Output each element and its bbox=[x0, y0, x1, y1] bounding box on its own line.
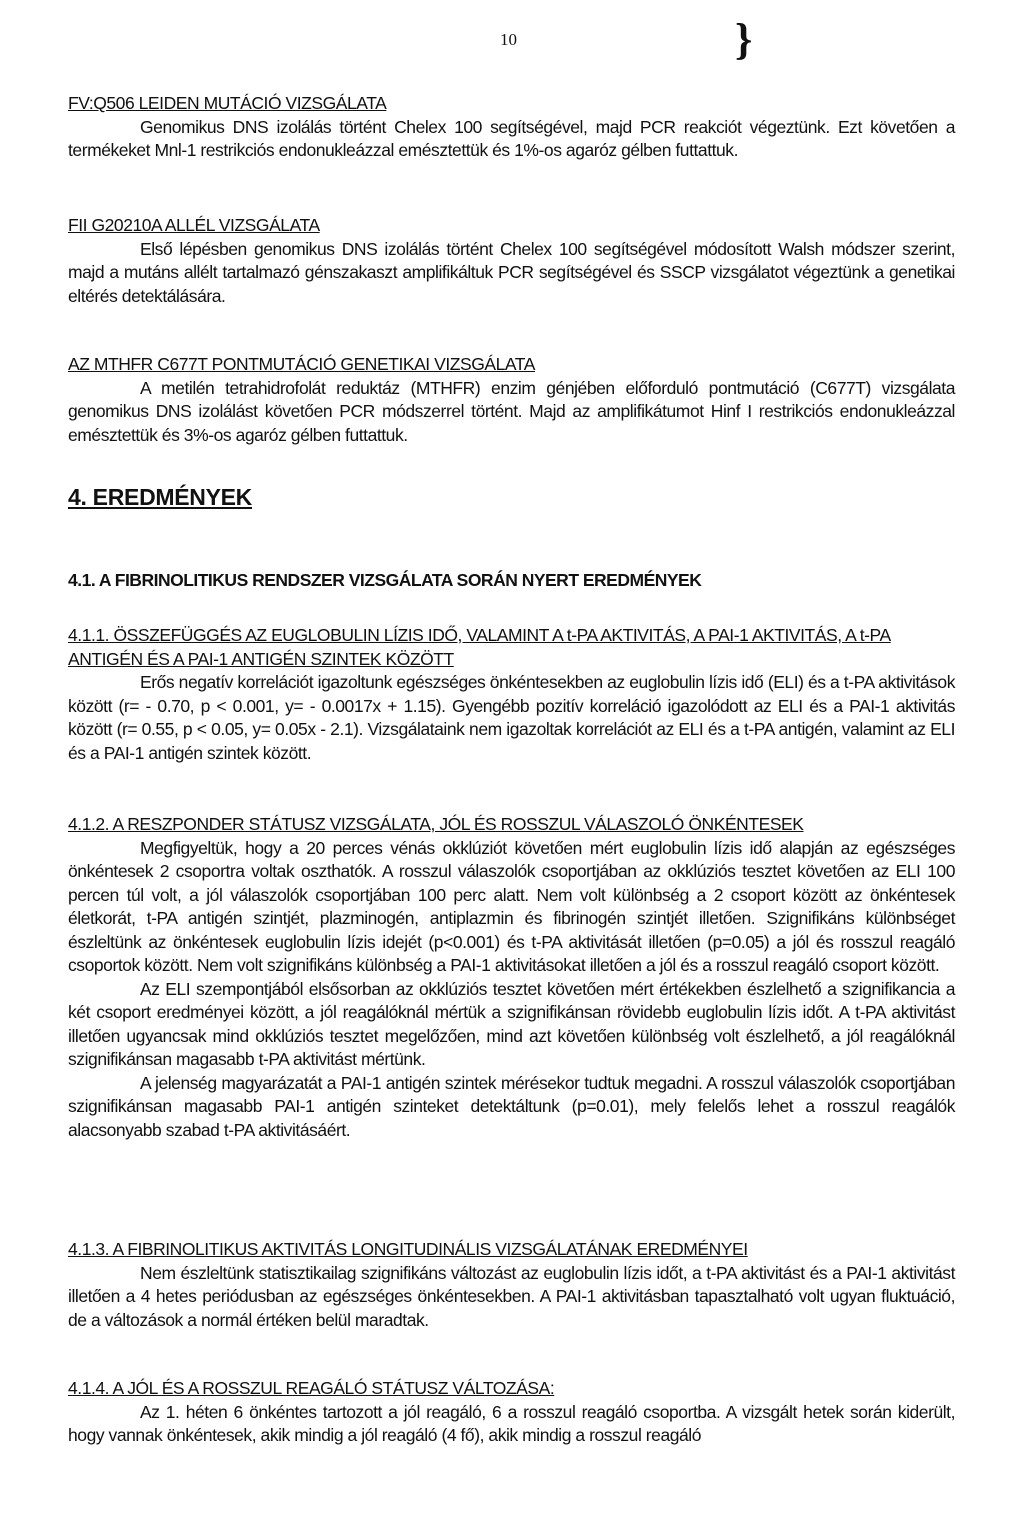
section-4-1-2 bbox=[68, 813, 955, 1142]
section-mthfr bbox=[68, 353, 955, 447]
paragraph-fii: Első lépésben genomikus DNS izolálás történt Chelex 100 segítségével módosított Walsh módszer szerint, majd a mutáns allélt tartalmazó génszakaszt amplifikáltuk PCR segítségével és SSCP vizsgálatot végeztünk a genetikai eltérés detektálására. bbox=[68, 238, 955, 306]
page-number: 10 bbox=[500, 30, 517, 49]
paragraph-4-1-2-c: A jelenség magyarázatát a PAI-1 antigén szintek mérésekor tudtuk megadni. A rosszul válaszolók csoportjában szignifikánsan magasabb PAI-1 antigén szinteket detektáltunk (p=0.01), mely felelős lehet a rosszul reagálók alacsonyabb szabad t-PA aktivitásáért. bbox=[68, 1072, 955, 1140]
paragraph-4-1-1: Erős negatív korrelációt igazoltunk egészséges önkéntesekben az euglobulin lízis idő (ELI) és a t-PA aktivitások között (r= - 0.70, p < 0.001, y= - 0.0017x + 1.15). Gyengébb pozitív korreláció igazolódott az ELI és a PAI-1 aktivitás között (r= 0.55, p < 0.05, y= 0.05x - 2.1). Vizsgálataink nem igazoltak korrelációt az ELI és a t-PA antigén, valamint az ELI és a PAI-1 antigén szintek között. bbox=[68, 672, 955, 763]
section-4-1-4 bbox=[68, 1377, 955, 1448]
section-title-4-1-4: 4.1.4. A JÓL ÉS A ROSSZUL REAGÁLÓ STÁTUSZ VÁLTOZÁSA: bbox=[68, 1378, 555, 1398]
paragraph-4-1-2-a: Megfigyeltük, hogy a 20 perces vénás okklúziót követően mért euglobulin lízis idő alapján az egészséges önkéntesek 2 csoportra voltak oszthatók. A rosszul válaszolók csoportjában az okklúziós tesztet követően az ELI 100 percen túl volt, a jól válaszolók csoportjában 100 perc alatt. Nem volt különbség a 2 csoport között az önkéntesek életkorát, t-PA antigén szintjét, plazminogén, antiplazmin és fibrinogén szintjét illetően. Szignifikáns különbséget észleltünk az önkéntesek euglobulin lízis idejét (p<0.001) és t-PA aktivitását illetően (p=0.05) a jól és rosszul reagáló csoportok között. Nem volt szignifikáns különbség a PAI-1 aktivitásokat illetően a jól és a rosszul reagáló csoport között. bbox=[68, 837, 955, 975]
paragraph-4-1-4: Az 1. héten 6 önkéntes tartozott a jól reagáló, 6 a rosszul reagáló csoportba. A vizsgált hetek során kiderült, hogy vannak önkéntesek, akik mindig a jól reagáló (4 fő), akik mindig a rosszul reagáló bbox=[68, 1401, 955, 1445]
section-fii bbox=[68, 214, 955, 308]
section-title-fii: FII G20210A ALLÉL VIZSGÁLATA bbox=[68, 215, 320, 235]
section-title-4-1-2: 4.1.2. A RESZPONDER STÁTUSZ VIZSGÁLATA, JÓL ÉS ROSSZUL VÁLASZOLÓ ÖNKÉNTESEK bbox=[68, 814, 804, 834]
subchapter-title: 4.1. A FIBRINOLITIKUS RENDSZER VIZSGÁLATA SORÁN NYERT EREDMÉNYEK bbox=[68, 570, 702, 590]
section-title-4-1-3: 4.1.3. A FIBRINOLITIKUS AKTIVITÁS LONGITUDINÁLIS VIZSGÁLATÁNAK EREDMÉNYEI bbox=[68, 1239, 748, 1259]
section-fv bbox=[68, 92, 955, 163]
paragraph-fv: Genomikus DNS izolálás történt Chelex 100 segítségével, majd PCR reakciót végeztünk. Ezt követően a termékeket Mnl-1 restrikciós endonukleázzal emésztettük és 1%-os agaróz gélben futtattuk. bbox=[68, 116, 955, 160]
section-title-fv: FV:Q506 LEIDEN MUTÁCIÓ VIZSGÁLATA bbox=[68, 93, 387, 113]
section-title-4-1-1: 4.1.1. ÖSSZEFÜGGÉS AZ EUGLOBULIN LÍZIS IDŐ, VALAMINT A t-PA AKTIVITÁS, A PAI-1 AKTIVITÁS, A t-PA ANTIGÉN ÉS A PAI-1 ANTIGÉN SZINTEK KÖZÖTT bbox=[68, 625, 891, 669]
paragraph-4-1-2-b: Az ELI szempontjából elsősorban az okklúziós tesztet követően mért értékekben észlelhető a szignifikancia a két csoport eredményei között, a jól reagálóknál mértük a szignifikánsan rövidebb euglobulin lízis időt. A t-PA aktivitást illetően ugyancsak mind okklúziós tesztet megelőzően, mind azt követően különbség volt észlelhető, a jól reagálóknál szignifikánsan magasabb t-PA aktivitást mértünk. bbox=[68, 978, 955, 1069]
section-4-1-3 bbox=[68, 1238, 955, 1332]
chapter-title: 4. EREDMÉNYEK bbox=[68, 484, 252, 510]
paragraph-4-1-3: Nem észleltünk statisztikailag szignifikáns változást az euglobulin lízis időt, a t-PA aktivitást és a PAI-1 aktivitást illetően a 4 hetes periódusban az egészséges önkéntesekben. A PAI-1 aktivitásban tapasztalható volt ugyan fluktuáció, de a változások a normál értéken belül maradtak. bbox=[68, 1262, 955, 1330]
handwritten-mark: } bbox=[735, 15, 753, 64]
paragraph-mthfr: A metilén tetrahidrofolát reduktáz (MTHFR) enzim génjében előforduló pontmutáció (C677T) vizsgálata genomikus DNS izolálást követően PCR módszerrel történt. Majd az amplifikátumot Hinf I restrikciós endonukleázzal emésztettük és 3%-os agaróz gélben futtattuk. bbox=[68, 377, 955, 445]
section-4-1-1 bbox=[68, 624, 955, 765]
section-title-mthfr: AZ MTHFR C677T PONTMUTÁCIÓ GENETIKAI VIZSGÁLATA bbox=[68, 354, 535, 374]
